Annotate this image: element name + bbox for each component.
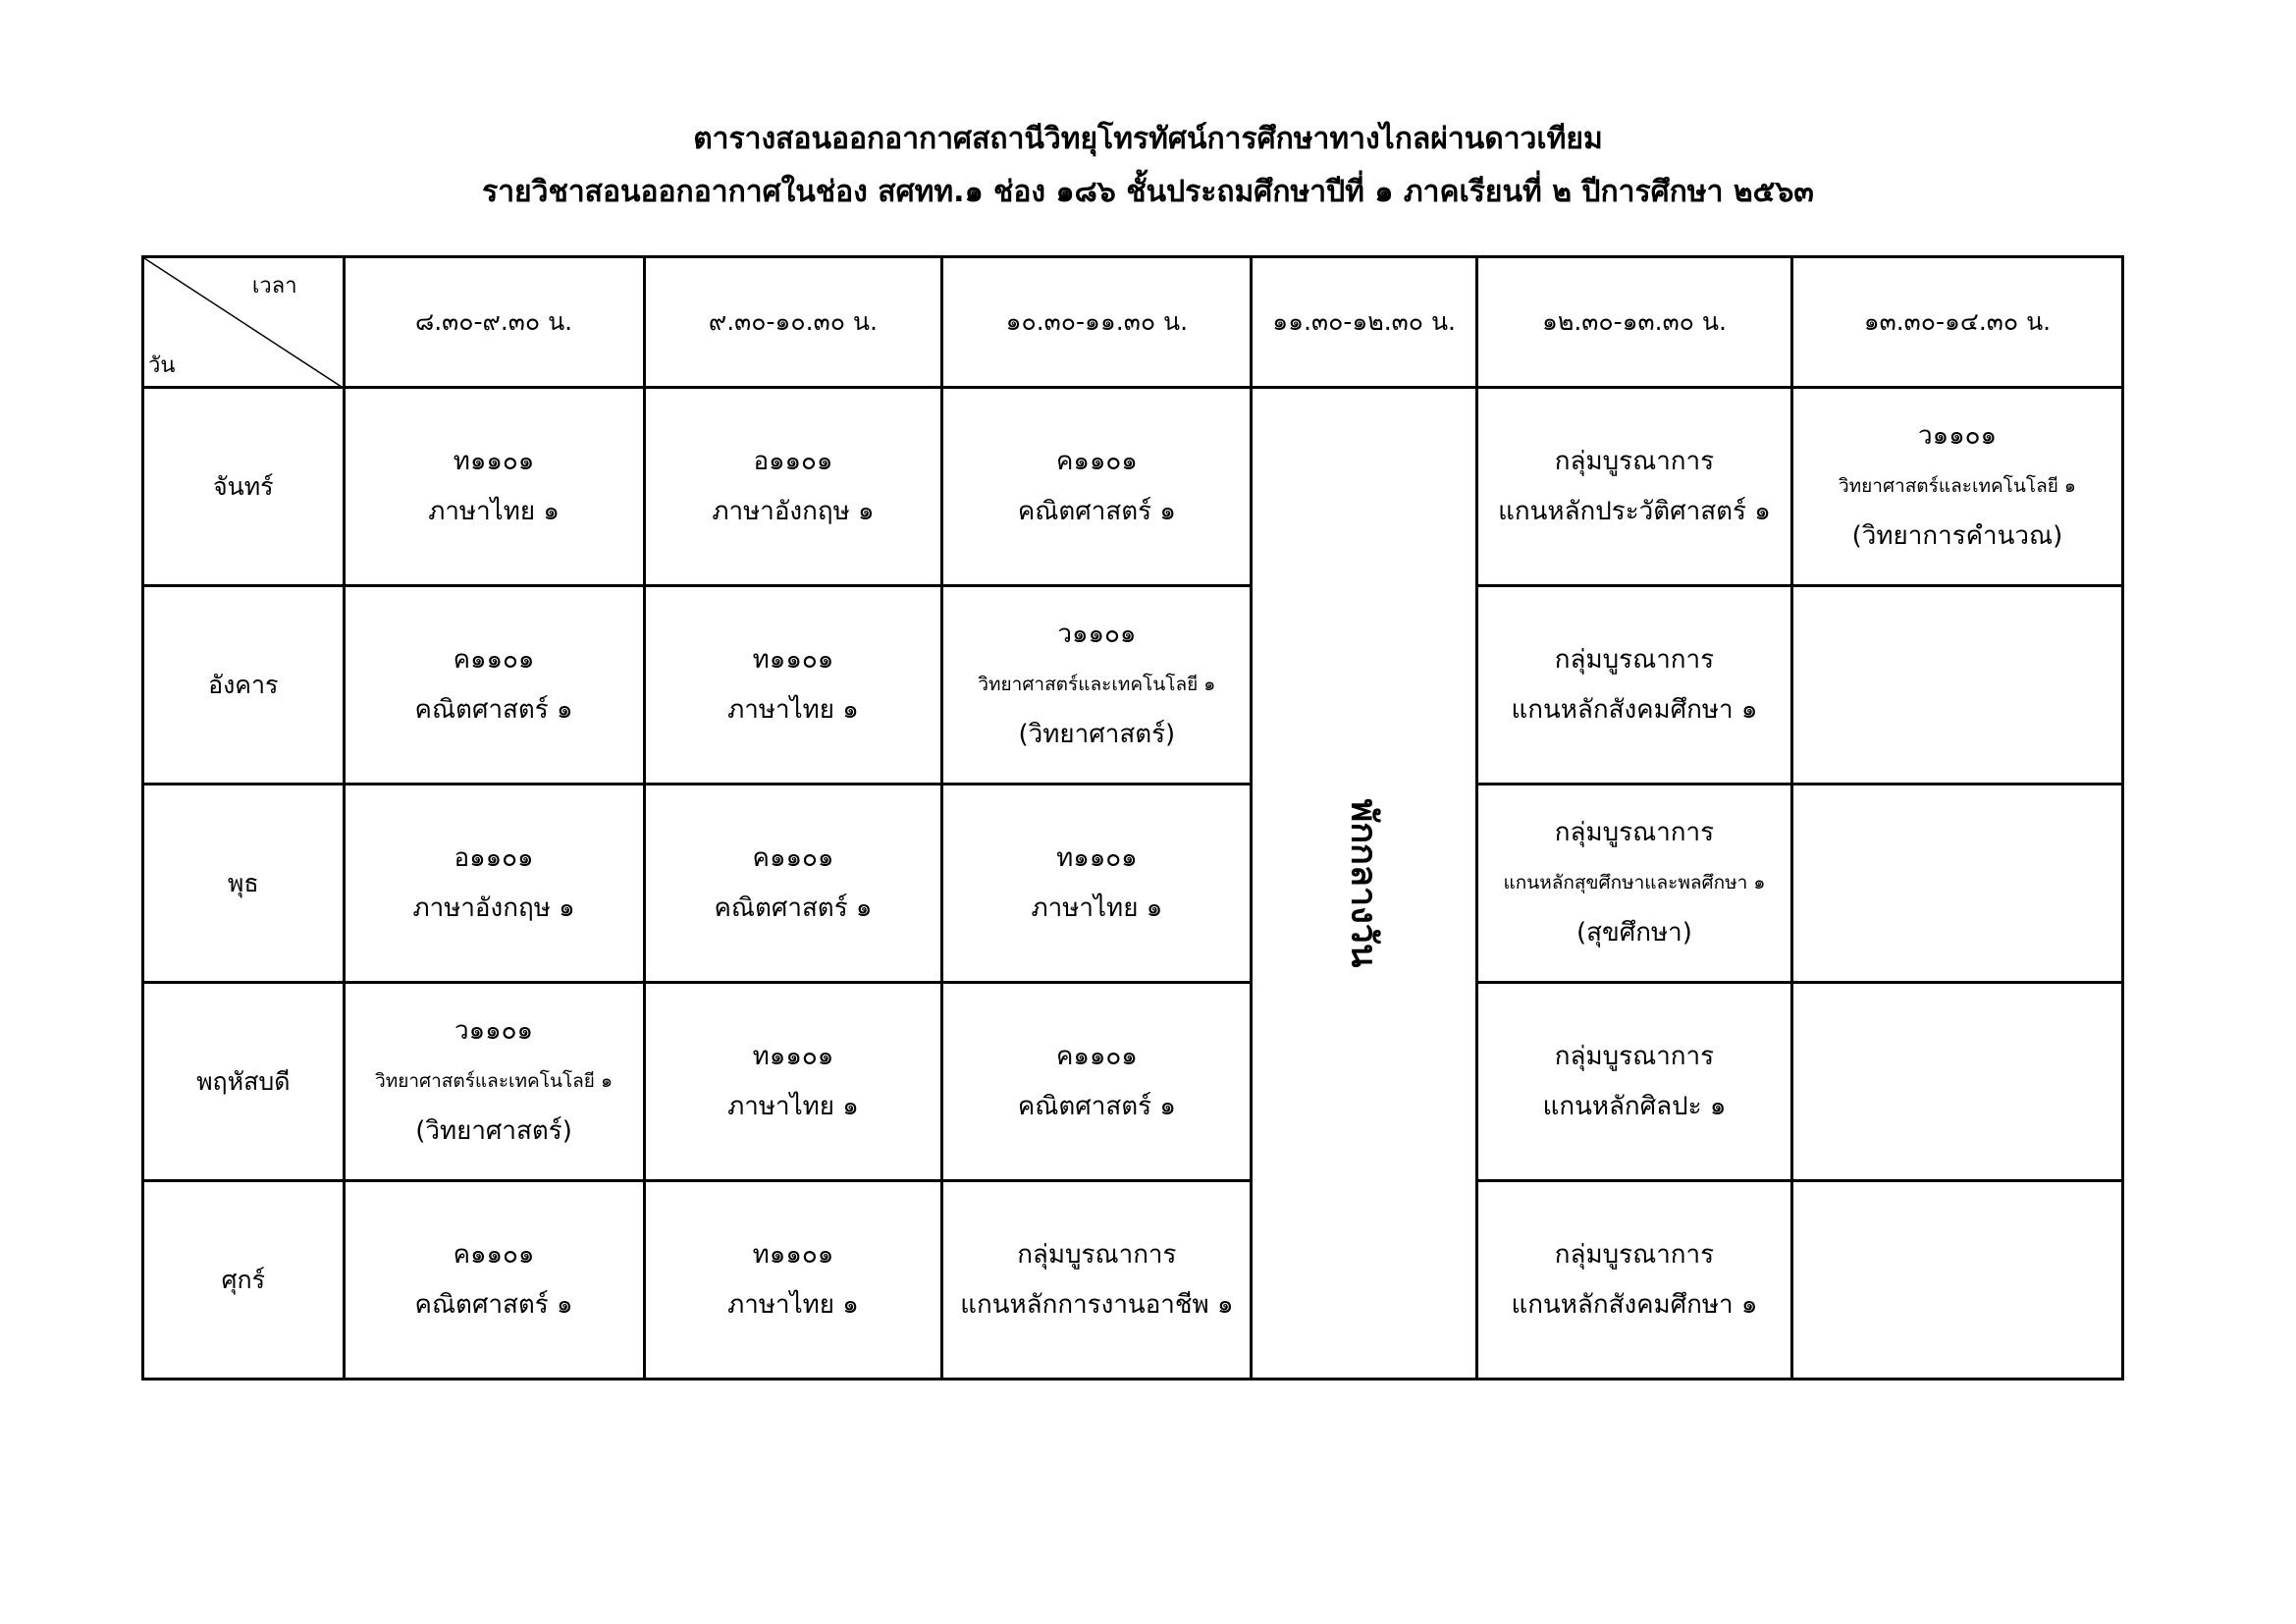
subject-name: คณิตศาสตร์ ๑ (414, 694, 573, 725)
subject-name: ภาษาไทย ๑ (1031, 893, 1163, 923)
subject-name: คณิตศาสตร์ ๑ (1017, 1091, 1176, 1121)
subject-code: ว๑๑๐๑ (454, 1016, 534, 1046)
class-cell (1476, 983, 1791, 1181)
subject-name: คณิตศาสตร์ ๑ (1017, 496, 1176, 526)
schedule-body (143, 257, 2123, 1380)
class-cell (644, 785, 942, 983)
class-cell (1476, 586, 1791, 785)
class-cell (1791, 983, 2122, 1181)
subject-name: ภาษาไทย ๑ (727, 1091, 859, 1121)
day-row (143, 388, 2123, 586)
document-subtitle: รายวิชาสอนออกอากาศในช่อง สศทท.๑ ช่อง ๑๘๖ ชั้นประถมศึกษาปีที่ ๑ ภาคเรียนที่ ๒ ปีการศึกษา ๒๕๖๓ (482, 175, 1814, 209)
subject-code: ค๑๑๐๑ (1055, 1041, 1138, 1071)
day-name-cell: อังคาร (143, 586, 345, 785)
class-cell (1476, 388, 1791, 586)
corner-time-label: เวลา (251, 274, 297, 298)
subject-name: ภาษาอังกฤษ ๑ (412, 893, 575, 923)
subject-name: คณิตศาสตร์ ๑ (714, 893, 873, 923)
time-slot-header: ๙.๓๐-๑๐.๓๐ น. (644, 257, 942, 388)
subject-name: แกนหลักการงานอาชีพ ๑ (960, 1289, 1234, 1320)
day-row (143, 983, 2123, 1181)
document-title: ตารางสอนออกอากาศสถานีวิทยุโทรทัศน์การศึกษาทางไกลผ่านดาวเทียม (693, 122, 1603, 156)
lunch-break-cell (1252, 388, 1477, 1380)
subject-name: ภาษาไทย ๑ (727, 1289, 859, 1320)
subject-code: ค๑๑๐๑ (752, 842, 834, 873)
subject-code: ท๑๑๐๑ (752, 1041, 834, 1071)
subject-name: แกนหลักสังคมศึกษา ๑ (1511, 694, 1758, 725)
time-slot-header: ๑๑.๓๐-๑๒.๓๐ น. (1252, 257, 1477, 388)
class-cell (942, 1181, 1252, 1380)
subject-name: วิทยาศาสตร์และเทคโนโลยี ๑ (1838, 475, 2076, 497)
class-cell (344, 785, 644, 983)
subject-code: กลุ่มบูรณาการ (1554, 818, 1715, 847)
subject-code: ค๑๑๐๑ (1055, 446, 1138, 476)
subject-code: กลุ่มบูรณาการ (1554, 1239, 1715, 1270)
subject-name: แกนหลักสังคมศึกษา ๑ (1511, 1289, 1758, 1320)
class-cell (942, 586, 1252, 785)
subject-code: ท๑๑๐๑ (453, 446, 535, 476)
lunch-break-label: พักกลางวัน (1343, 798, 1384, 968)
corner-day-label: วัน (148, 353, 176, 378)
subject-name: ภาษาไทย ๑ (727, 694, 859, 725)
subject-code: ค๑๑๐๑ (453, 1239, 535, 1270)
subject-code: ท๑๑๐๑ (752, 1239, 834, 1270)
subject-name: คณิตศาสตร์ ๑ (414, 1289, 573, 1320)
time-slot-header: ๘.๓๐-๙.๓๐ น. (344, 257, 644, 388)
class-cell (1791, 1181, 2122, 1380)
subject-code: กลุ่มบูรณาการ (1554, 446, 1715, 476)
subject-note: (วิทยาการคำนวณ) (1851, 521, 2063, 551)
day-name-cell: พฤหัสบดี (143, 983, 345, 1181)
subject-code: กลุ่มบูรณาการ (1554, 1041, 1715, 1071)
class-cell (344, 586, 644, 785)
time-slot-header: ๑๒.๓๐-๑๓.๓๐ น. (1476, 257, 1791, 388)
subject-code: ว๑๑๐๑ (1057, 620, 1137, 649)
day-row (143, 1181, 2123, 1380)
day-name-cell: ศุกร์ (143, 1181, 345, 1380)
class-cell (1476, 1181, 1791, 1380)
subject-name: แกนหลักประวัติศาสตร์ ๑ (1498, 496, 1771, 526)
class-cell (644, 388, 942, 586)
subject-name: แกนหลักศิลปะ ๑ (1542, 1091, 1727, 1121)
class-cell (344, 388, 644, 586)
subject-name: วิทยาศาสตร์และเทคโนโลยี ๑ (978, 674, 1216, 695)
day-name-cell: พุธ (143, 785, 345, 983)
subject-name: วิทยาศาสตร์และเทคโนโลยี ๑ (375, 1070, 614, 1092)
subject-name: แกนหลักสุขศึกษาและพลศึกษา ๑ (1503, 872, 1766, 893)
time-slot-header: ๑๓.๓๐-๑๔.๓๐ น. (1791, 257, 2122, 388)
subject-code: ค๑๑๐๑ (453, 644, 535, 675)
class-cell (1791, 785, 2122, 983)
subject-code: ท๑๑๐๑ (1056, 842, 1138, 873)
subject-note: (วิทยาศาสตร์) (1018, 720, 1176, 749)
subject-name: ภาษาอังกฤษ ๑ (712, 496, 875, 526)
corner-cell (143, 257, 345, 388)
class-cell (644, 983, 942, 1181)
subject-note: (วิทยาศาสตร์) (415, 1116, 572, 1146)
day-name-cell: จันทร์ (143, 388, 345, 586)
day-row (143, 785, 2123, 983)
subject-note: (สุขศึกษา) (1576, 918, 1692, 947)
subject-code: กลุ่มบูรณาการ (1554, 644, 1715, 675)
class-cell (344, 983, 644, 1181)
class-cell (942, 983, 1252, 1181)
class-cell (942, 388, 1252, 586)
subject-code: ท๑๑๐๑ (752, 644, 834, 675)
header-row (143, 257, 2123, 388)
subject-name: ภาษาไทย ๑ (428, 496, 560, 526)
class-cell (644, 586, 942, 785)
class-cell (344, 1181, 644, 1380)
class-cell (644, 1181, 942, 1380)
class-cell (942, 785, 1252, 983)
subject-code: ว๑๑๐๑ (1917, 421, 1997, 451)
schedule-table (141, 255, 2124, 1380)
time-slot-header: ๑๐.๓๐-๑๑.๓๐ น. (942, 257, 1252, 388)
subject-code: กลุ่มบูรณาการ (1017, 1239, 1177, 1270)
class-cell (1791, 586, 2122, 785)
class-cell (1476, 785, 1791, 983)
subject-code: อ๑๑๐๑ (454, 842, 534, 873)
subject-code: อ๑๑๐๑ (753, 446, 833, 476)
day-row (143, 586, 2123, 785)
class-cell (1791, 388, 2122, 586)
